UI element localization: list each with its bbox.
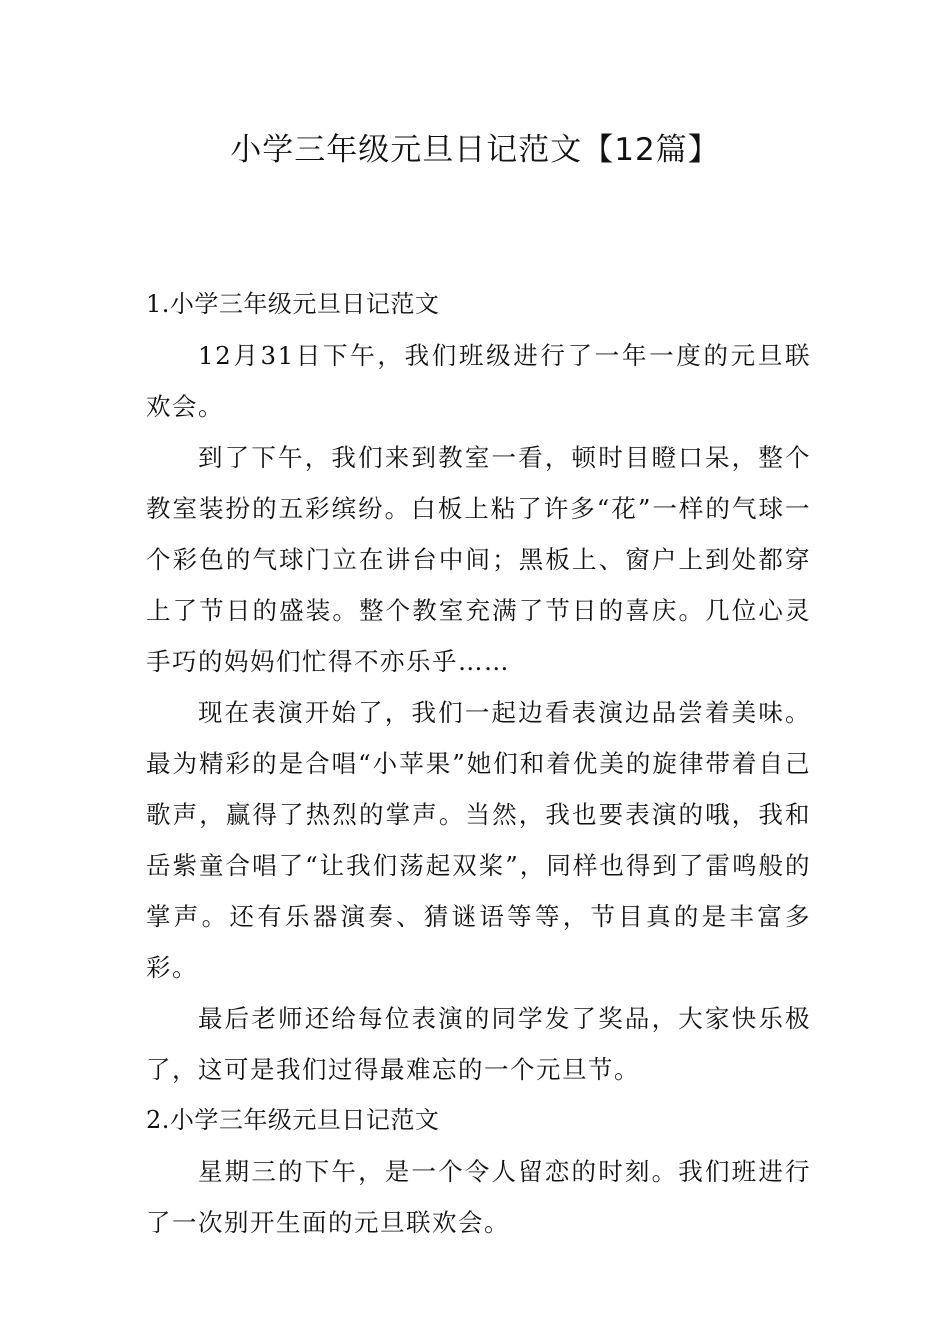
paragraph: 到了下午，我们来到教室一看，顿时目瞪口呆，整个教室装扮的五彩缤纷。白板上粘了许多“花”一样的气球一个彩色的气球门立在讲台中间；黑板上、窗户上到处都穿上了节日的盛装。整个教室充满了节日的喜庆。几位心灵手巧的妈妈们忙得不亦乐乎…… xyxy=(146,443,811,676)
paragraph: 12月31日下午，我们班级进行了一年一度的元旦联欢会。 xyxy=(146,341,811,421)
document-title: 小学三年级元旦日记范文【12篇】 xyxy=(230,132,720,168)
document-body xyxy=(146,279,811,1248)
paragraph: 最后老师还给每位表演的同学发了奖品，大家快乐极了，这可是我们过得最难忘的一个元旦节。 xyxy=(146,1004,811,1084)
section-heading-1: 1.小学三年级元旦日记范文 xyxy=(146,290,440,318)
section-heading-2: 2.小学三年级元旦日记范文 xyxy=(146,1106,440,1134)
paragraph: 星期三的下午，是一个令人留恋的时刻。我们班进行了一次别开生面的元旦联欢会。 xyxy=(146,1157,811,1237)
paragraph: 现在表演开始了，我们一起边看表演边品尝着美味。最为精彩的是合唱“小苹果”她们和着优美的旋律带着自己歌声，赢得了热烈的掌声。当然，我也要表演的哦，我和岳紫童合唱了“让我们荡起双桨”，同样也得到了雷鸣般的掌声。还有乐器演奏、猜谜语等等，节目真的是丰富多彩。 xyxy=(146,698,811,982)
